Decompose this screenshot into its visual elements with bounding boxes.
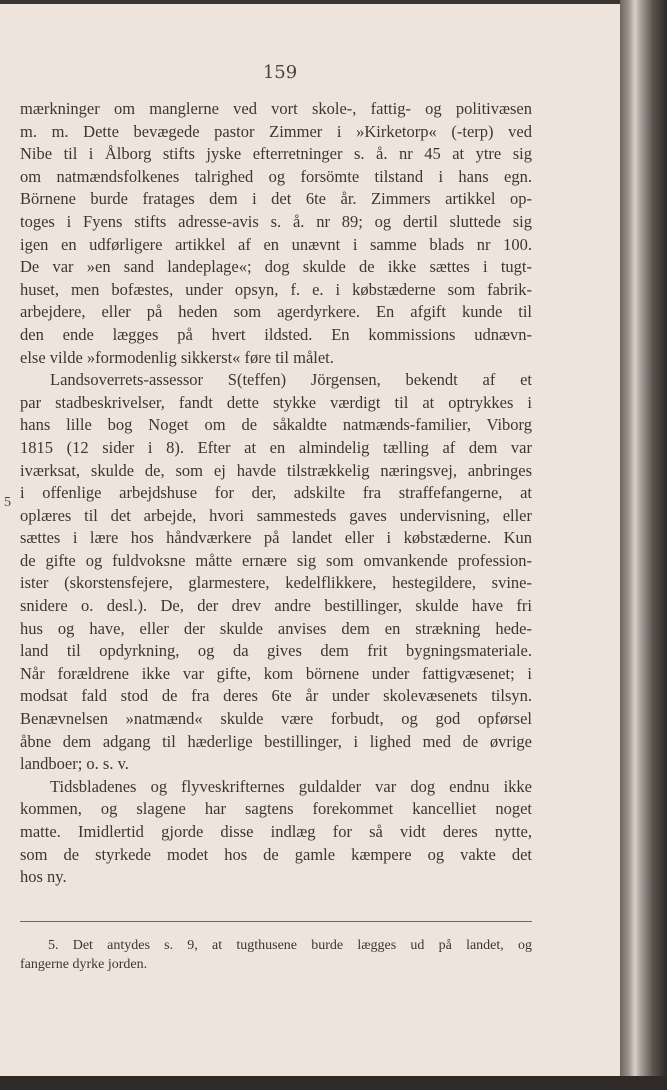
text-line: toges i Fyens stifts adresse-avis s. å. nr 89; og dertil sluttede sig: [20, 211, 532, 231]
footnote-line: fangerne dyrke jorden.: [20, 957, 148, 972]
text-line: Benævnelsen »natmænd« skulde være forbudt, og god opførsel: [20, 709, 532, 729]
scan-border: [0, 1076, 667, 1090]
footnote-marker: 5: [4, 495, 11, 510]
text-line: kommen, og slagene har sagtens forekommet kancelliet noget: [20, 799, 532, 819]
text-line: mærkninger om manglerne ved vort skole-, fattig- og politivæsen: [20, 99, 532, 118]
footnote-line: 5. Det antydes s. 9, at tugthusene burde lægges ud på landet, og: [48, 938, 532, 953]
text-line: Når forældrene ikke var gifte, kom börnene under fattigvæsenet; i: [20, 663, 532, 683]
text-line: om natmændsfolkenes talrighed og forsömte tilstand i hans egn.: [20, 166, 532, 186]
text-line: modsat fald stod de fra deres 6te år under skolevæsenets tilsyn.: [20, 686, 532, 706]
text-line: hos ny.: [20, 867, 67, 887]
text-line: arbejdere, eller på heden som agerdyrkere. En afgift kunde til: [20, 302, 532, 322]
text-line: landboer; o. s. v.: [20, 754, 129, 774]
text-line: sættes i lære hos håndværkere på landet eller i købstæderne. Kun: [20, 528, 532, 548]
text-line: hans lille bog Noget om de såkaldte natmænds-familier, Viborg: [20, 415, 532, 435]
text-line: matte. Imidlertid gjorde disse indlæg for så vidt deres nytte,: [20, 822, 532, 841]
text-line: huset, men bofæstes, under opsyn, f. e. i købstæderne som fabrik-: [20, 279, 532, 299]
text-line: som de styrkede modet hos de gamle kæmpere og vakte det: [20, 844, 532, 864]
text-line: igen en udførligere artikkel af en unævnt i samme blads nr 100.: [20, 234, 532, 254]
text-line: Nibe til i Ålborg stifts jyske efterretninger s. å. nr 45 at ytre sig: [20, 144, 532, 164]
text-line: Tidsbladenes og flyveskrifternes guldalder var dog endnu ikke: [50, 776, 532, 796]
text-line: land til opdyrkning, og da gives dem frit bygningsmateriale.: [20, 641, 532, 661]
text-line: De var »en sand landeplage«; dog skulde de ikke sættes i tugt-: [20, 257, 532, 277]
text-line: i offenlige arbejdshuse for der, adskilte fra straffefangerne, at: [20, 483, 532, 503]
book-page: [0, 4, 623, 1078]
footnote-divider: [20, 921, 532, 922]
text-line: hus og have, eller der skulde anvises dem en strækning hede-: [20, 618, 532, 638]
footnote: [20, 936, 532, 974]
main-text: [20, 98, 532, 889]
page-number: 159: [262, 62, 298, 83]
text-line: m. m. Dette bevægede pastor Zimmer i »Kirketorp« (-terp) ved: [20, 121, 532, 141]
text-line: Landsoverrets-assessor S(teffen) Jörgensen, bekendt af et: [50, 370, 532, 390]
text-line: åbne dem adgang til hæderlige bestillinger, i lighed med de øvrige: [20, 731, 532, 751]
text-line: else vilde »formodenlig sikkerst« føre til målet.: [20, 347, 334, 367]
text-line: iværksat, skulde de, som ej havde tilstrækkelig næringsvej, anbringes: [20, 460, 532, 480]
text-line: snidere o. desl.). De, der drev andre bestillinger, skulde have fri: [20, 596, 532, 616]
text-line: ister (skorstensfejere, glarmestere, kedelflikkere, hestegildere, svine-: [20, 573, 532, 593]
text-line: par stadbeskrivelser, fandt dette stykke værdigt til at optrykkes i: [20, 392, 532, 412]
text-line: den ende lægges på hvert ildsted. En kommissions udnævn-: [20, 324, 532, 344]
book-spine: [620, 0, 667, 1090]
text-line: 1815 (12 sider i 8). Efter at en almindelig tælling af dem var: [20, 437, 532, 457]
text-line: oplæres til det arbejde, hvori sammesteds gaves undervisning, eller: [20, 505, 532, 525]
text-line: de gifte og fuldvoksne måtte ernære sig som omvankende profession-: [20, 550, 532, 570]
text-line: Börnene burde fratages dem i det 6te år. Zimmers artikkel op-: [20, 189, 532, 209]
